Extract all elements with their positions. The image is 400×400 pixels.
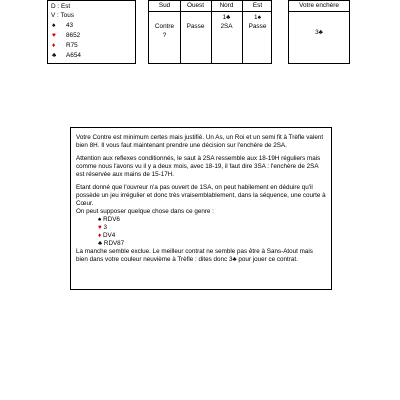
bid-r2-est: Passe: [248, 23, 267, 30]
answer-value: 3♣: [315, 29, 323, 36]
example-clubs-row: [76, 240, 326, 248]
header-nord: Nord: [219, 2, 234, 9]
explanation-paragraph-1: Votre Contre est minimum certes mais justifié. Un As, un Roi et un semi fit à Trèfle valent bien 8H. Il vous faut maintenant prendre une décision sur l'enchère de 2SA.: [76, 134, 324, 149]
header-sud: Sud: [158, 2, 171, 9]
example-hearts-row: [76, 224, 326, 232]
explanation-paragraph-2: Attention aux reflexes conditionnés, le saut à 2SA ressemble aux 18-19H réguliers mais comme nous l'avons vu il y a deux mois, avec 18-19, il faut dire 3SA : l'enchère de 2SA est réservée aux mains de 15-17H.: [76, 155, 321, 178]
example-spades-value: RDV6: [103, 216, 120, 223]
bid-r2-sud: Contre: [154, 23, 175, 30]
diamond-icon: ♦: [98, 232, 102, 239]
bid-r2-ouest: Passe: [186, 23, 205, 30]
diamond-icon: ♦: [52, 42, 56, 49]
example-hearts-value: 3: [103, 224, 108, 231]
club-icon: ♣: [98, 240, 103, 247]
explanation-box: [70, 127, 332, 290]
explanation-paragraph-4: La manche semble exclue. Le meilleur contrat ne semble pas être à Sans-Atout mais bien dans votre couleur neuvième à Trèfle : dites donc 3♣ pour jouer ce contrat.: [76, 248, 313, 263]
example-diamonds-row: [76, 232, 326, 240]
hand-hearts-value: 8652: [66, 32, 81, 39]
hand-box: [47, 0, 136, 64]
example-intro: On peut supposer quelque chose dans ce genre :: [76, 208, 214, 215]
hand-diamonds-value: R75: [66, 42, 78, 49]
answer-title: Votre enchère: [299, 2, 339, 9]
dealer-label: D : Est: [51, 3, 71, 10]
bid-r2-nord: 2SA: [220, 23, 233, 30]
example-diamonds-value: DV4: [102, 232, 116, 239]
bid-r1-est: 1♠: [254, 14, 261, 21]
answer-box: [288, 0, 350, 64]
spade-icon: ♠: [98, 216, 102, 223]
header-est: Est: [252, 2, 263, 9]
bidding-table: [148, 0, 272, 64]
hand-spades-value: 43: [66, 22, 74, 29]
header-ouest: Ouest: [186, 2, 205, 9]
bid-r1-nord: 1♣: [222, 14, 231, 21]
vulnerability-label: V : Tous: [51, 12, 74, 19]
explanation-paragraph-3: Etant donné que l'ouvreur n'a pas ouvert de 1SA, on peut habilement en déduire qu'il possède un jeu irrégulier et donc très vraisemblablement, dans la séquence, une courte à Cœur.: [76, 184, 326, 207]
hand-clubs-value: A654: [66, 52, 81, 59]
club-icon: ♣: [52, 52, 57, 59]
spade-icon: ♠: [52, 22, 56, 29]
heart-icon: ♥: [52, 32, 56, 39]
bid-r3-sud: ?: [162, 32, 167, 39]
example-spades-row: [76, 216, 326, 224]
heart-icon: ♥: [98, 224, 102, 231]
example-clubs-value: RDV87: [103, 240, 125, 247]
